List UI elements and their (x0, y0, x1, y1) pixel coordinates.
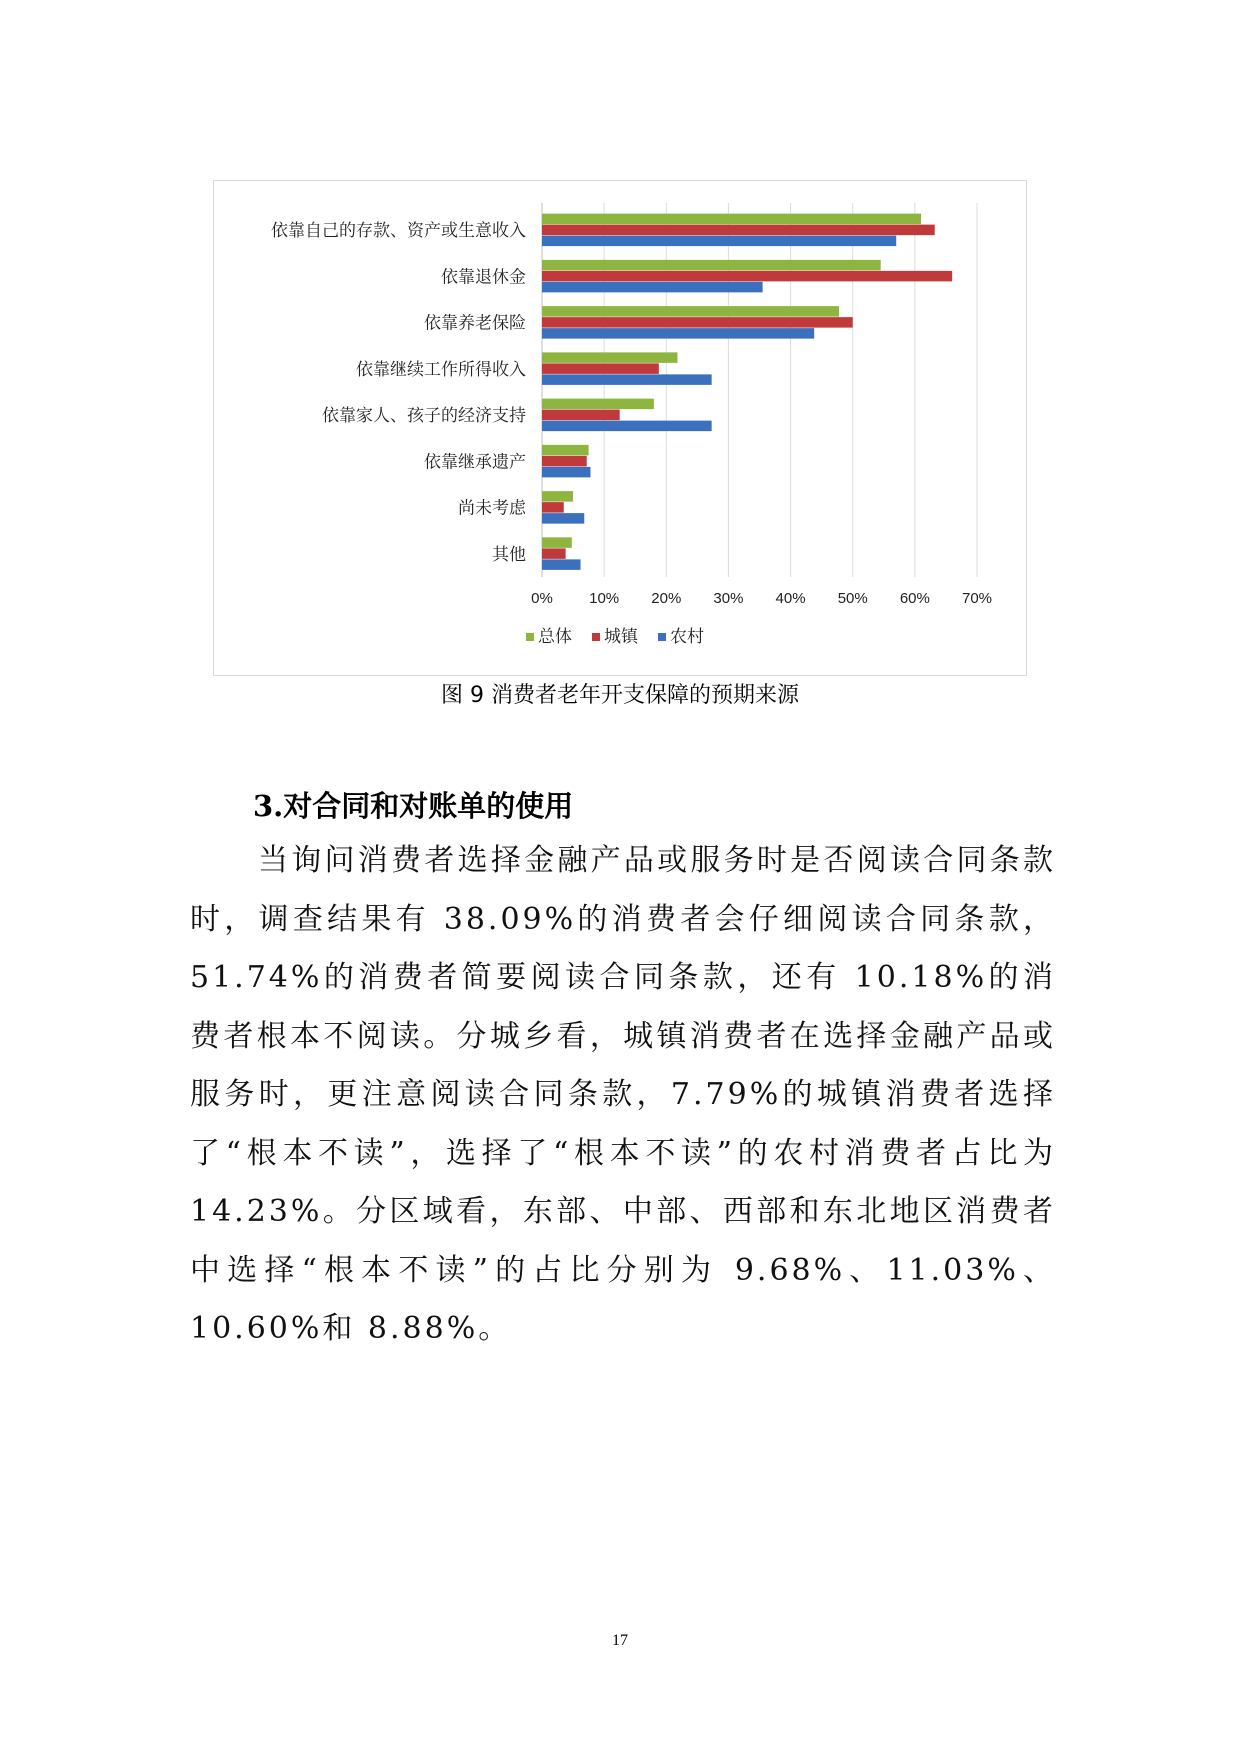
bar (542, 502, 564, 513)
legend-swatch (592, 633, 600, 641)
category-label: 依靠养老保险 (424, 313, 526, 334)
bar (542, 271, 952, 282)
bar (542, 363, 659, 374)
x-tick-label: 20% (651, 590, 682, 607)
category-label: 其他 (492, 544, 526, 565)
bar (542, 456, 587, 467)
category-label: 依靠自己的存款、资产或生意收入 (271, 221, 526, 242)
bar (542, 410, 620, 421)
x-tick-label: 0% (531, 590, 553, 607)
bar (542, 491, 573, 502)
category-label: 尚未考虑 (458, 498, 526, 519)
chart-container (213, 180, 1027, 676)
x-tick-label: 60% (899, 590, 930, 607)
bar (542, 421, 712, 432)
category-label: 依靠继承遗产 (424, 452, 526, 473)
bar (542, 374, 712, 385)
figure-caption: 图 9 消费者老年开支保障的预期来源 (441, 683, 799, 708)
bar (542, 537, 572, 548)
bar (542, 467, 590, 478)
bar (542, 282, 763, 293)
x-tick-label: 30% (713, 590, 744, 607)
x-tick-label: 10% (589, 590, 620, 607)
page-number: 17 (612, 1632, 628, 1649)
legend-label: 总体 (538, 627, 572, 647)
bar (542, 548, 566, 559)
x-tick-label: 50% (837, 590, 868, 607)
category-label: 依靠退休金 (441, 267, 526, 288)
bar (542, 513, 584, 524)
legend-label: 城镇 (604, 627, 638, 647)
bar (542, 317, 853, 328)
category-label: 依靠家人、孩子的经济支持 (322, 406, 526, 427)
x-tick-label: 40% (775, 590, 806, 607)
section-paragraph: 当询问消费者选择金融产品或服务时是否阅读合同条款时，调查结果有 38.09%的消费者会仔细阅读合同条款，51.74%的消费者简要阅读合同条款，还有 10.18%的消费者根本不阅读。分城乡看，城镇消费者在选择金融产品或服务时，更注意阅读合同条款，7.79%的城镇消费者选择了“根本不读”，选择了“根本不读”的农村消费者占比为 14.23%。分区域看，东部、中部、西部和东北地区消费者中选择“根本不读”的占比分别为 9.68%、11.03%、10.60%和 8.88%。 (190, 843, 1056, 1346)
legend-label: 农村 (670, 627, 704, 647)
legend-swatch (658, 633, 666, 641)
bar (542, 445, 589, 456)
section-heading: 3.对合同和对账单的使用 (253, 789, 574, 823)
bar (542, 225, 935, 236)
bar-chart (214, 181, 1028, 677)
legend-swatch (526, 633, 534, 641)
category-label: 依靠继续工作所得收入 (356, 359, 526, 380)
bar (542, 399, 654, 410)
bar (542, 306, 839, 317)
bar (542, 559, 581, 570)
bar (542, 214, 921, 225)
bar (542, 236, 896, 247)
bar (542, 328, 814, 339)
x-tick-label: 70% (961, 590, 993, 607)
bar (542, 352, 677, 363)
bar (542, 260, 881, 271)
